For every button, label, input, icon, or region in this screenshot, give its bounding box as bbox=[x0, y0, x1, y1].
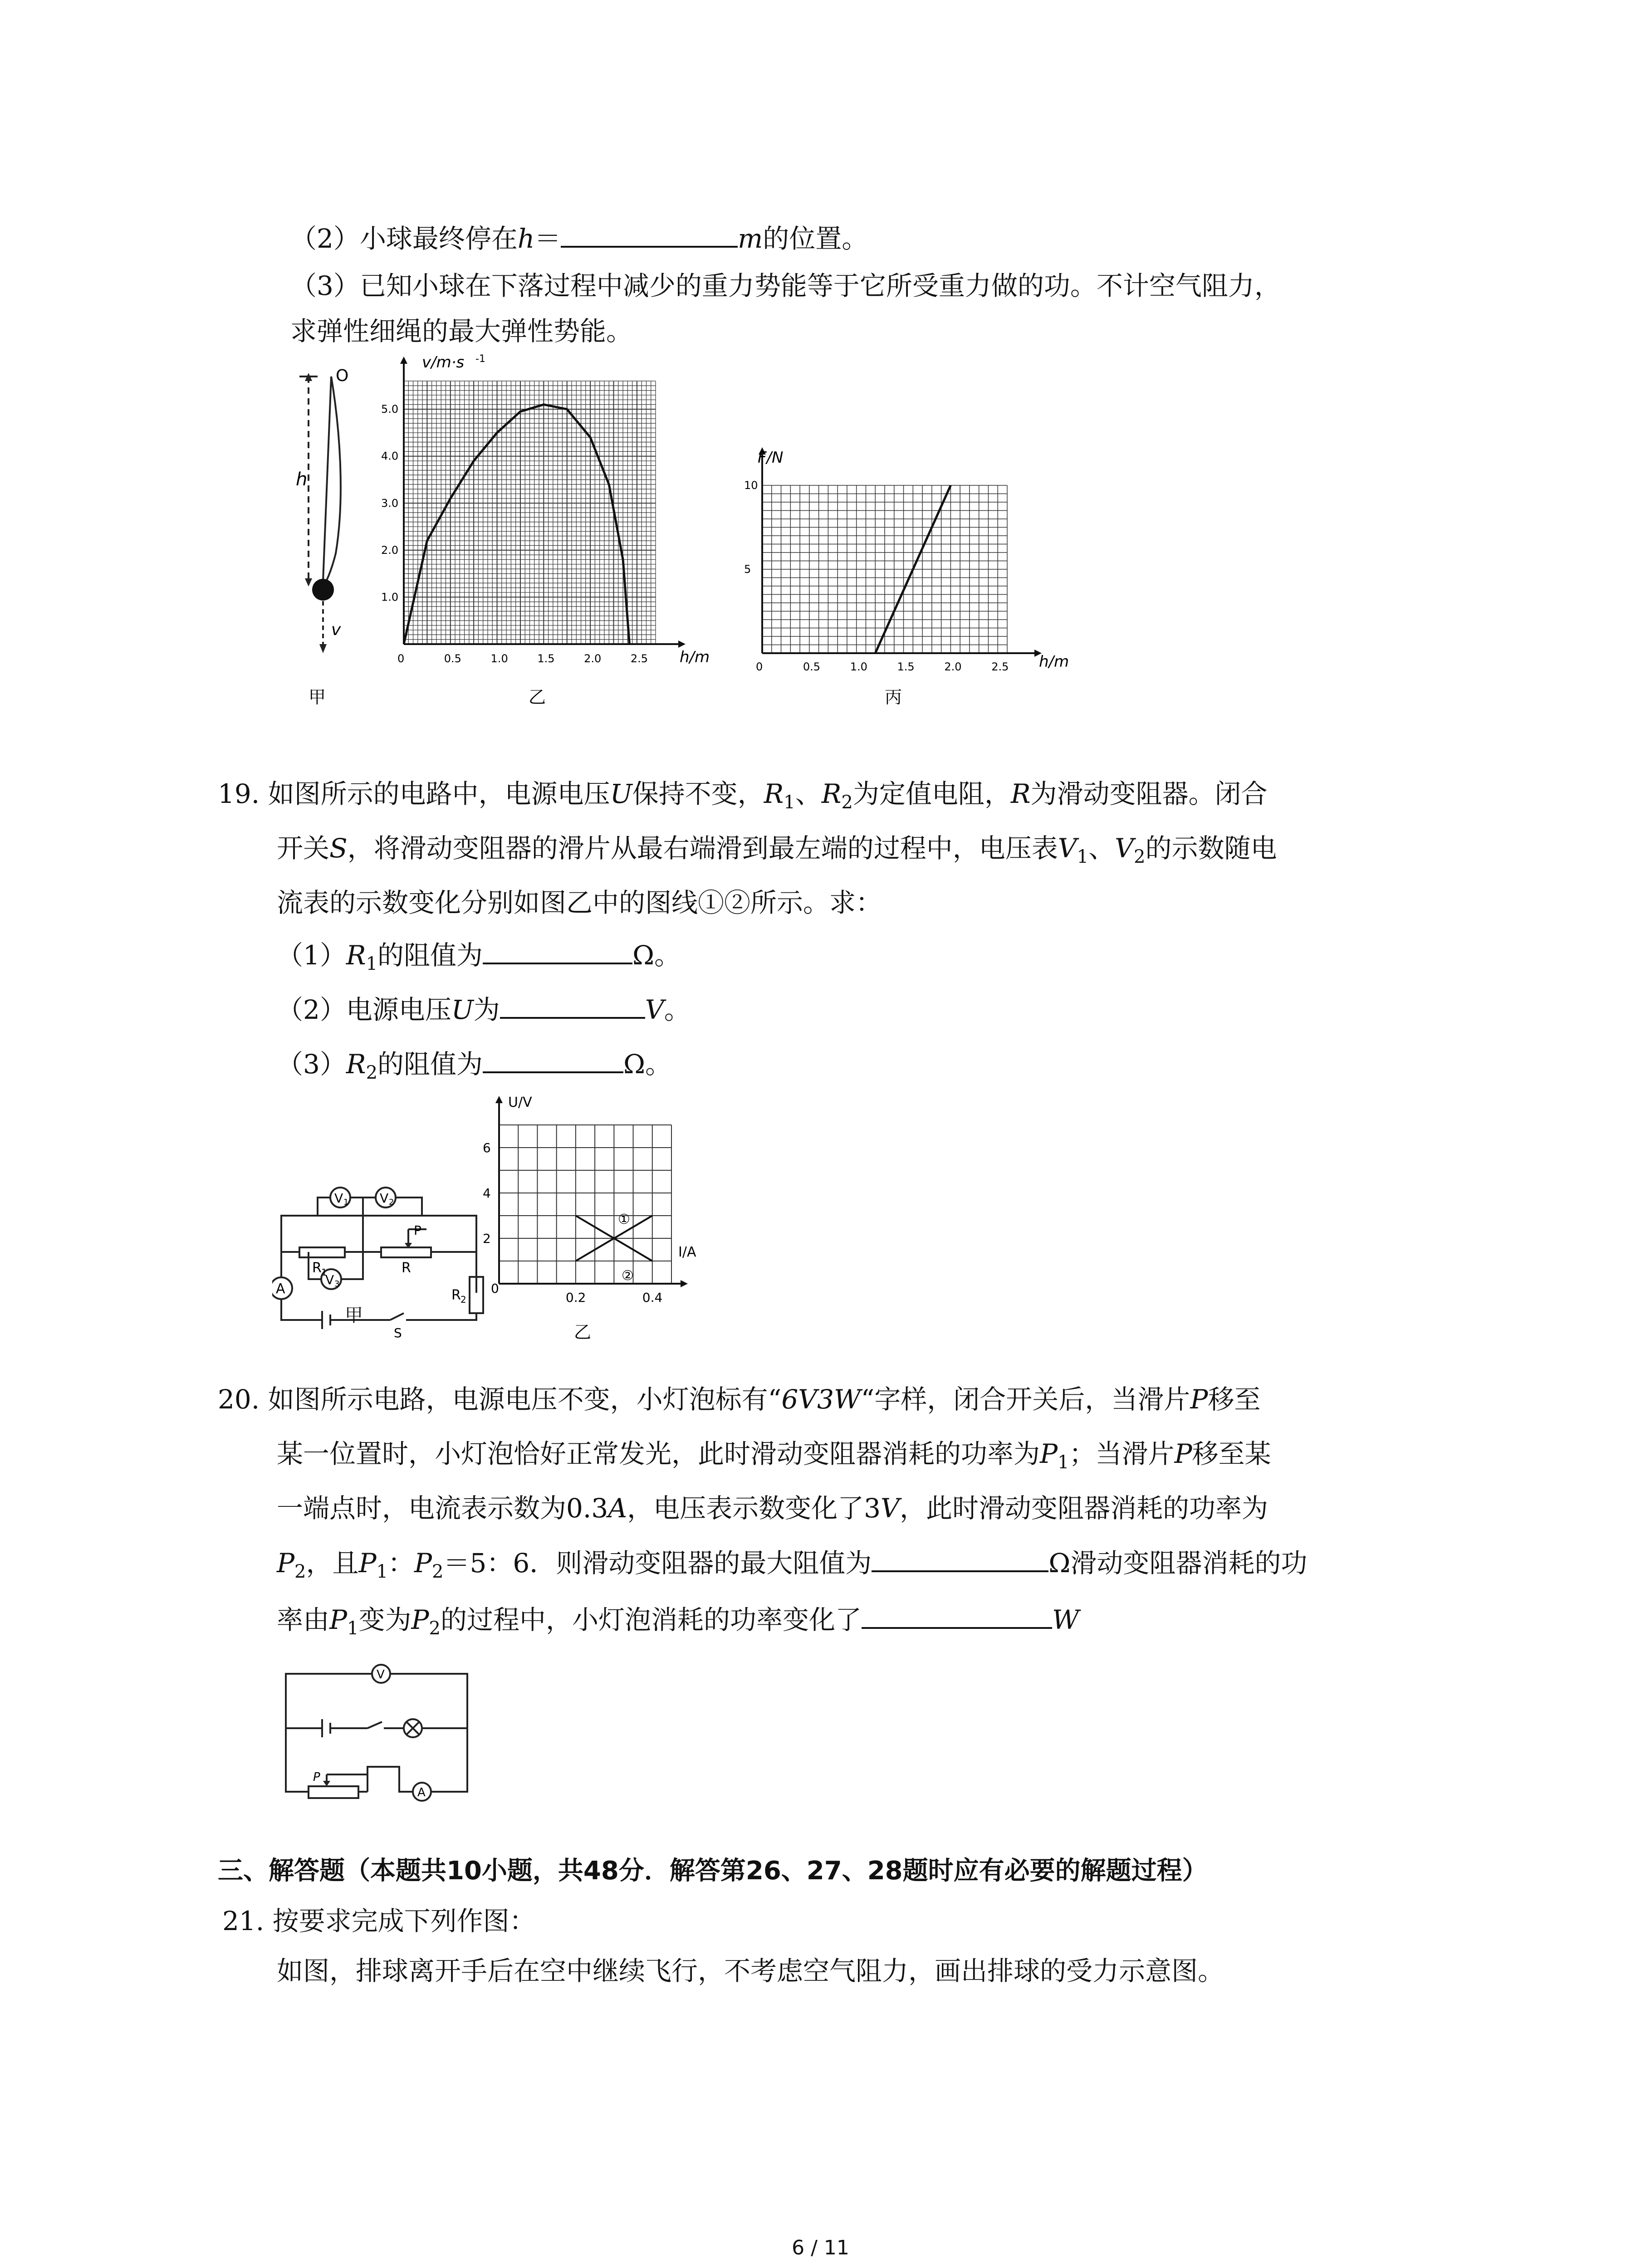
svg-text:2: 2 bbox=[389, 1198, 394, 1207]
chart-yi-axes bbox=[400, 357, 686, 648]
svg-text:V: V bbox=[334, 1191, 343, 1206]
chart-q19-origin: 0 bbox=[491, 1281, 499, 1296]
svg-text:V: V bbox=[380, 1191, 389, 1206]
q18-figure-jia bbox=[272, 363, 390, 712]
label-v: v bbox=[331, 621, 341, 639]
chart-yi-xtick: 0 bbox=[397, 652, 405, 665]
svg-text:R: R bbox=[312, 1260, 322, 1276]
chart-bing-xtick: 1.5 bbox=[897, 660, 915, 673]
svg-text:R: R bbox=[451, 1287, 461, 1303]
q21-line2: 如图，排球离开手后在空中继续飞行，不考虑空气阻力，画出排球的受力示意图。 bbox=[277, 1955, 1225, 1986]
svg-text:A: A bbox=[276, 1281, 285, 1297]
chart-q19-ytick: 6 bbox=[483, 1140, 491, 1155]
q19-circuit-jia bbox=[272, 1179, 485, 1338]
q19-line1: 19. 如图所示的电路中，电源电压U保持不变，$R_1$、$R_2$为定值电阻，R为滑动变阻器。闭合 bbox=[218, 778, 1268, 813]
chart-yi-ytick: 2.0 bbox=[381, 543, 399, 557]
svg-text:V: V bbox=[377, 1668, 385, 1681]
caption-bing: 丙 bbox=[885, 687, 902, 707]
chart-yi-curve bbox=[404, 405, 629, 644]
q19-chart-yi bbox=[472, 1089, 708, 1343]
chart-q19-xtick: 0.4 bbox=[642, 1290, 663, 1305]
chart-yi-xtick: 1.5 bbox=[537, 652, 555, 665]
chart-yi-xtick: 2.5 bbox=[630, 652, 648, 665]
chart-bing-xtick: 2.5 bbox=[991, 660, 1009, 673]
caption-yi: 乙 bbox=[529, 687, 546, 707]
q18-part3-line1: （3）已知小球在下落过程中减少的重力势能等于它所受重力做的功。不计空气阻力， bbox=[290, 270, 1281, 301]
svg-text:R: R bbox=[402, 1260, 411, 1276]
answer-blank-q20-1[interactable] bbox=[872, 1542, 1048, 1572]
chart-yi-ytick: 3.0 bbox=[381, 497, 399, 510]
section-3-title: 三、解答题（本题共10小题，共48分．解答第26、27、28题时应有必要的解题过程） bbox=[218, 1856, 1208, 1886]
chart-q19-xlabel: I/A bbox=[678, 1244, 696, 1260]
chart-bing-xtick: 1.0 bbox=[850, 660, 867, 673]
answer-blank-q18-2[interactable] bbox=[561, 218, 738, 248]
chart-yi-ylabel-exp: -1 bbox=[475, 354, 485, 365]
chart-q19-ylabel: U/V bbox=[508, 1095, 532, 1110]
q20-line3: 一端点时，电流表示数为0.3A，电压表示数变化了3V，此时滑动变阻器消耗的功率为 bbox=[277, 1493, 1268, 1524]
chart-bing-xtick: 0 bbox=[756, 660, 763, 673]
q19-line3: 流表的示数变化分别如图乙中的图线①②所示。求： bbox=[277, 887, 882, 918]
q19-part1: $(1)R_1$的阻值为 Ω。 bbox=[277, 934, 681, 982]
q19-caption-jia: 甲 bbox=[345, 1305, 363, 1326]
answer-blank-q19-3[interactable] bbox=[483, 1043, 623, 1073]
q20-line4: $P_2$，且$P_1$：$P_2=5$：6．则滑动变阻器的最大阻值为 Ω滑动变阻器消耗的功 bbox=[277, 1542, 1307, 1590]
chart-bing-xtick: 2.0 bbox=[944, 660, 962, 673]
q19-part2: （2）电源电压U为 V。 bbox=[277, 989, 691, 1028]
chart-bing-xlabel: h/m bbox=[1039, 653, 1069, 671]
answer-blank-q19-1[interactable] bbox=[483, 934, 632, 964]
chart-yi-xtick: 1.0 bbox=[490, 652, 508, 665]
q18-part3-line2: 求弹性细绳的最大弹性势能。 bbox=[290, 316, 633, 347]
q18-chart-bing bbox=[726, 435, 1098, 712]
chart-yi-ytick: 1.0 bbox=[381, 591, 399, 604]
q20-line5: 率由$P_1$变为$P_2$的过程中，小灯泡消耗的功率变化了 W bbox=[277, 1599, 1079, 1647]
svg-text:3: 3 bbox=[334, 1279, 340, 1289]
chart-yi-ytick: 5.0 bbox=[381, 403, 399, 416]
q18-part2: （2）小球最终停在h＝ m的位置。 bbox=[290, 218, 868, 257]
label-h: h bbox=[296, 469, 308, 490]
caption-q19-yi: 乙 bbox=[574, 1322, 592, 1342]
svg-text:1: 1 bbox=[321, 1267, 327, 1278]
answer-blank-q20-2[interactable] bbox=[862, 1599, 1052, 1629]
chart-yi-ylabel: v/m·s bbox=[422, 354, 465, 371]
q18-chart-yi bbox=[377, 354, 740, 712]
chart-bing-axes bbox=[759, 447, 1042, 657]
svg-text:P: P bbox=[414, 1223, 421, 1238]
svg-text:A: A bbox=[417, 1786, 426, 1799]
answer-blank-q19-2[interactable] bbox=[500, 989, 645, 1019]
q20-line1: 20. 如图所示电路，电源电压不变，小灯泡标有“6V3W“字样，闭合开关后，当滑片P移至 bbox=[218, 1384, 1261, 1415]
ball-icon bbox=[312, 579, 334, 601]
svg-text:2: 2 bbox=[460, 1294, 466, 1305]
q20-line2: 某一位置时，小灯泡恰好正常发光，此时滑动变阻器消耗的功率为$P_1$；当滑片P移至某 bbox=[277, 1438, 1271, 1473]
chart-bing-ytick: 5 bbox=[744, 563, 751, 576]
chart-bing-ylabel: F/N bbox=[758, 449, 784, 467]
chart-yi-xlabel: h/m bbox=[680, 648, 710, 666]
svg-text:1: 1 bbox=[343, 1198, 349, 1207]
chart-q19-ytick: 2 bbox=[483, 1231, 491, 1246]
chart-bing-grid bbox=[762, 485, 1007, 653]
chart-yi-ytick: 4.0 bbox=[381, 450, 399, 463]
q19-line2: 开关S，将滑动变阻器的滑片从最右端滑到最左端的过程中，电压表$V_1$、$V_2$的示数随电 bbox=[277, 833, 1277, 867]
q20-circuit bbox=[277, 1656, 476, 1805]
svg-text:P: P bbox=[313, 1770, 320, 1784]
q19-part3: $(3)R_2$的阻值为 Ω。 bbox=[277, 1043, 671, 1091]
label-O: O bbox=[336, 367, 349, 385]
q21-line1: 21. 按要求完成下列作图： bbox=[222, 1906, 536, 1936]
chart-q19-label-2: ② bbox=[622, 1268, 634, 1284]
svg-text:V: V bbox=[325, 1272, 334, 1287]
chart-q19-xtick: 0.2 bbox=[565, 1290, 586, 1305]
caption-jia: 甲 bbox=[309, 687, 326, 707]
page-number: 6 / 11 bbox=[792, 2236, 849, 2259]
chart-bing-ytick: 10 bbox=[744, 479, 758, 492]
chart-bing-xtick: 0.5 bbox=[803, 660, 821, 673]
svg-text:S: S bbox=[394, 1325, 402, 1338]
chart-q19-ytick: 4 bbox=[483, 1186, 491, 1201]
chart-yi-xtick: 2.0 bbox=[584, 652, 602, 665]
chart-q19-label-1: ① bbox=[618, 1212, 630, 1227]
chart-yi-xtick: 0.5 bbox=[444, 652, 461, 665]
